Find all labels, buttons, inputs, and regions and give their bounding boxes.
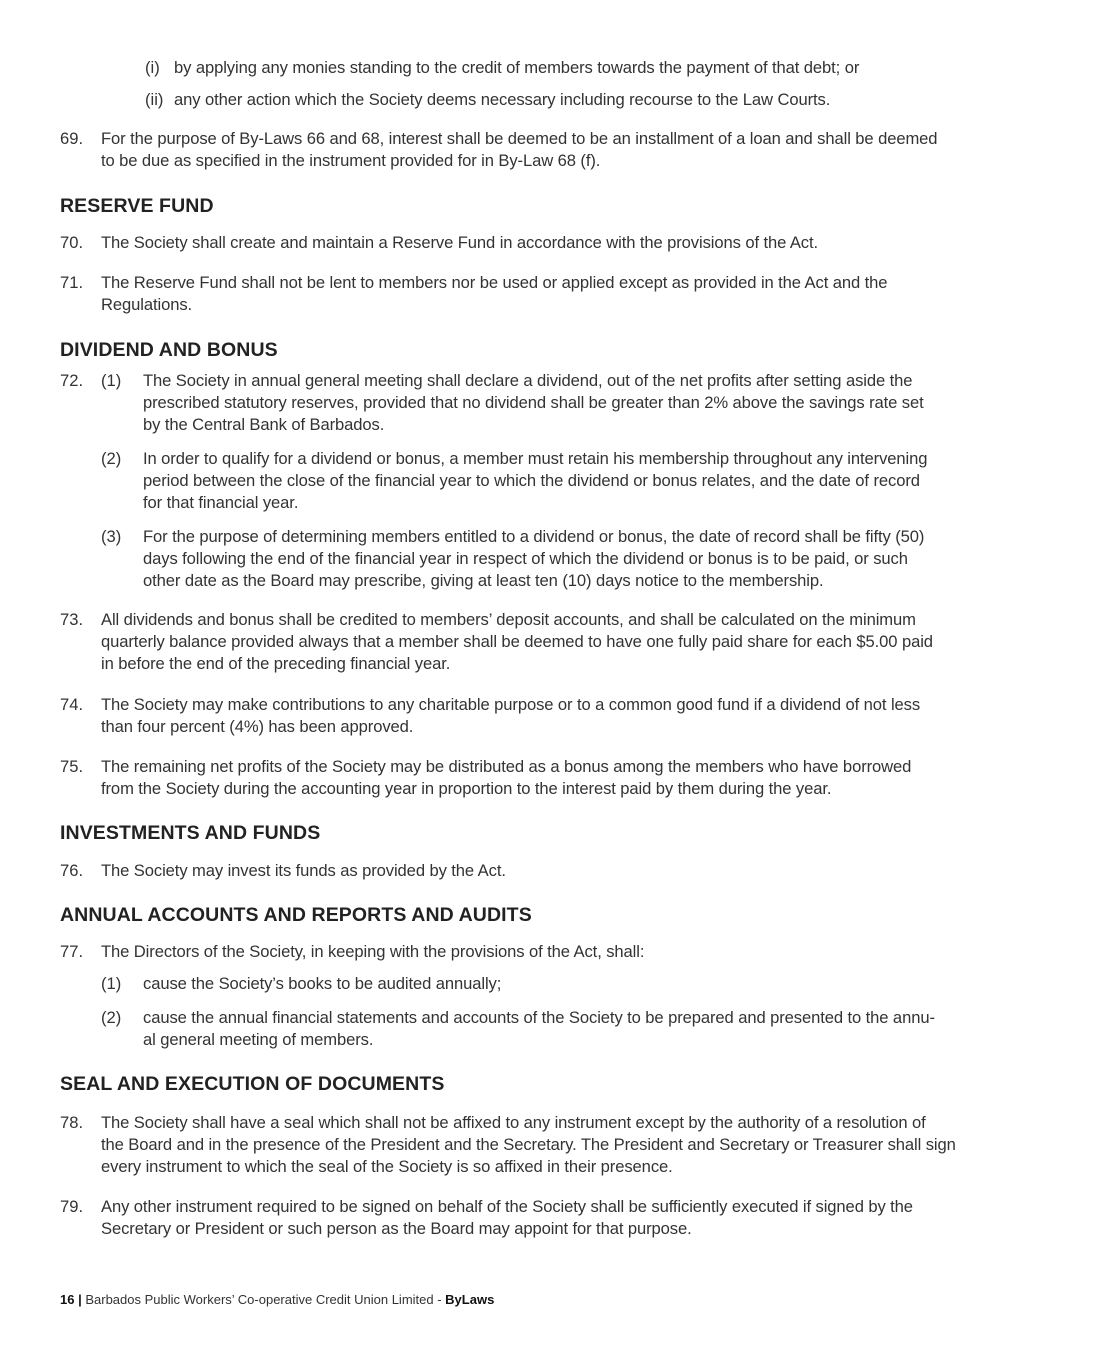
- clause-text: al general meeting of members.: [143, 1030, 374, 1049]
- clause-text: to be due as specified in the instrument provided for in By-Law 68 (f).: [101, 151, 601, 170]
- clause-number: 75.: [60, 757, 84, 776]
- clause-text: any other action which the Society deems necessary including recourse to the Law Courts.: [174, 90, 831, 109]
- clause-text: period between the close of the financial year to which the dividend or bonus relates, and the date of record: [143, 471, 920, 490]
- page-footer: [60, 1292, 494, 1307]
- clause-text: quarterly balance provided always that a member shall be deemed to have one fully paid share for each $5.00 paid: [101, 632, 933, 651]
- clause-text: Regulations.: [101, 295, 193, 314]
- clause-text: All dividends and bonus shall be credited to members’ deposit accounts, and shall be calculated on the minimum: [101, 610, 916, 629]
- clause-label: (1): [101, 974, 122, 993]
- clause-number: 72.: [60, 371, 84, 390]
- clause-label: (3): [101, 527, 122, 546]
- clause-text: In order to qualify for a dividend or bonus, a member must retain his membership throughout any intervening: [143, 449, 928, 468]
- clause-text: The Society in annual general meeting shall declare a dividend, out of the net profits after setting aside the: [143, 371, 913, 390]
- clause-text: For the purpose of By-Laws 66 and 68, interest shall be deemed to be an installment of a loan and shall be deemed: [101, 129, 938, 148]
- clause-text: the Board and in the presence of the President and the Secretary. The President and Secretary or Treasurer shall sign: [101, 1135, 956, 1154]
- clause-text: cause the annual financial statements and accounts of the Society to be prepared and presented to the annu-: [143, 1008, 935, 1027]
- clause-text: For the purpose of determining members entitled to a dividend or bonus, the date of record shall be fifty (50): [143, 527, 925, 546]
- clause-label: (2): [101, 1008, 122, 1027]
- clause-text: Secretary or President or such person as the Board may appoint for that purpose.: [101, 1219, 692, 1238]
- footer-document-name: ByLaws: [445, 1292, 495, 1307]
- clause-number: 78.: [60, 1113, 84, 1132]
- clause-number: 70.: [60, 233, 84, 252]
- clause-text: cause the Society’s books to be audited annually;: [143, 974, 502, 993]
- clause-text: days following the end of the financial year in respect of which the dividend or bonus is to be paid, or such: [143, 549, 908, 568]
- clause-text: other date as the Board may prescribe, giving at least ten (10) days notice to the membership.: [143, 571, 824, 590]
- clause-number: 74.: [60, 695, 84, 714]
- clause-number: 79.: [60, 1197, 84, 1216]
- clause-label: (1): [101, 371, 122, 390]
- clause-number: 69.: [60, 129, 84, 148]
- page-number: 16: [60, 1292, 75, 1307]
- clause-text: The Society may make contributions to any charitable purpose or to a common good fund if a dividend of not less: [101, 695, 921, 714]
- clause-text: The Society may invest its funds as provided by the Act.: [101, 861, 506, 880]
- footer-separator: |: [74, 1292, 86, 1307]
- clause-text: The Society shall create and maintain a Reserve Fund in accordance with the provisions of the Act.: [101, 233, 819, 252]
- clause-text: than four percent (4%) has been approved.: [101, 717, 414, 736]
- clause-label: (2): [101, 449, 122, 468]
- section-heading: ANNUAL ACCOUNTS AND REPORTS AND AUDITS: [60, 904, 532, 926]
- clause-number: 76.: [60, 861, 84, 880]
- section-heading: SEAL AND EXECUTION OF DOCUMENTS: [60, 1073, 445, 1095]
- clause-text: Any other instrument required to be signed on behalf of the Society shall be sufficiently executed if signed by the: [101, 1197, 913, 1216]
- clause-text: prescribed statutory reserves, provided that no dividend shall be greater than 2% above the savings rate set: [143, 393, 924, 412]
- clause-text: every instrument to which the seal of the Society is so affixed in their presence.: [101, 1157, 673, 1176]
- clause-text: The Society shall have a seal which shall not be affixed to any instrument except by the authority of a resolution of: [101, 1113, 926, 1132]
- clause-text: The remaining net profits of the Society may be distributed as a bonus among the members who have borrowed: [101, 757, 912, 776]
- clause-label: (ii): [145, 90, 164, 109]
- footer-organization: Barbados Public Workers’ Co-operative Credit Union Limited -: [85, 1292, 446, 1307]
- clause-number: 71.: [60, 273, 84, 292]
- section-heading: INVESTMENTS AND FUNDS: [60, 822, 321, 844]
- clause-text: The Directors of the Society, in keeping with the provisions of the Act, shall:: [101, 942, 645, 961]
- clause-number: 77.: [60, 942, 84, 961]
- section-heading: RESERVE FUND: [60, 195, 214, 217]
- clause-text: in before the end of the preceding financial year.: [101, 654, 451, 673]
- clause-text: by the Central Bank of Barbados.: [143, 415, 385, 434]
- clause-text: by applying any monies standing to the credit of members towards the payment of that debt; or: [174, 58, 860, 77]
- clause-number: 73.: [60, 610, 84, 629]
- clause-label: (i): [145, 58, 160, 77]
- clause-text: for that financial year.: [143, 493, 299, 512]
- clause-text: The Reserve Fund shall not be lent to members nor be used or applied except as provided in the Act and the: [101, 273, 888, 292]
- section-heading: DIVIDEND AND BONUS: [60, 339, 278, 361]
- clause-text: from the Society during the accounting year in proportion to the interest paid by them during the year.: [101, 779, 832, 798]
